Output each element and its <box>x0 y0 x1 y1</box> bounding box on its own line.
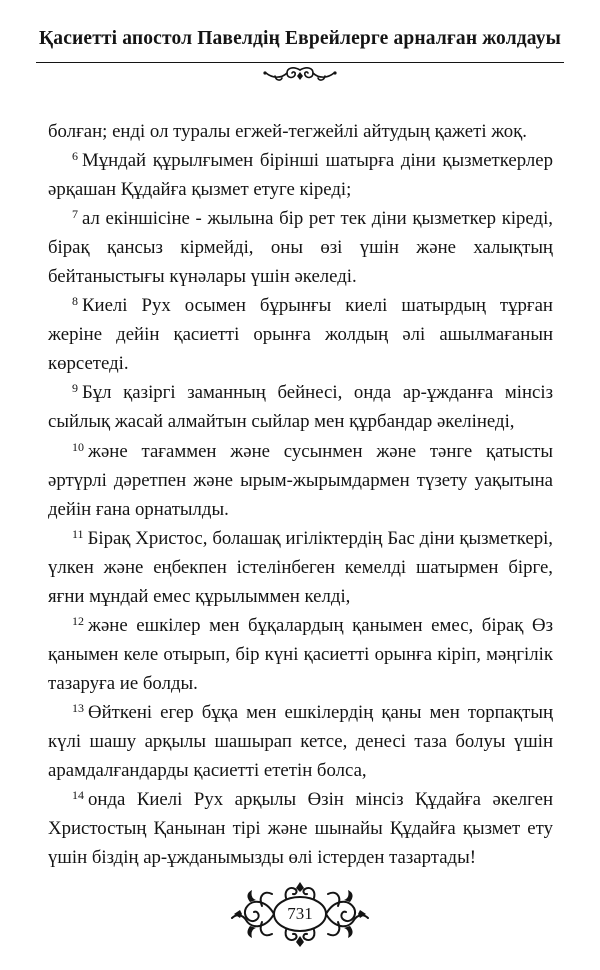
verse-number: 6 <box>72 149 78 164</box>
verse-text: ал екіншісіне - жылына бір рет тек діни қызметкер кіреді, бірақ қансыз кірмейді, оны өзі үшін және халықтың бейтаныстығы күнәлары үшін әкеледі. <box>48 208 553 288</box>
verse-text: болған; енді ол туралы егжей-тегжейлі айтудың қажеті жоқ. <box>48 121 527 142</box>
verse-text: Бірақ Христос, болашақ игіліктердің Бас діни қызметкері, үлкен және еңбекпен істелінбеген кемелді шатырмен бірге, яғни мұндай емес құрылыммен келді, <box>48 527 553 607</box>
verse-number: 12 <box>72 613 84 628</box>
verse-text: және ешкілер мен бұқалардың қанымен емес, бірақ Өз қанымен келе отырып, бір күні қасиетті орынға кіріп, мәңгілік тазаруға ие болды. <box>48 614 553 694</box>
verse-text: Киелі Рух осымен бұрынғы киелі шатырдың тұрған жеріне дейін қасиетті орынға жолдың әлі ашылмағанын көрсетеді. <box>48 295 553 375</box>
verse-6 <box>48 146 553 204</box>
verse-8 <box>48 291 553 378</box>
verse-text-block <box>48 117 553 872</box>
verse-number: 8 <box>72 294 78 309</box>
verse-number: 13 <box>72 700 84 715</box>
page-header: Қасиетті апостол Павелдің Еврейлерге арналған жолдауы <box>39 28 561 49</box>
verse-text: Бұл қазіргі заманның бейнесі, онда ар-ұжданға мінсіз сыйлық жасай алмайтын сыйлар мен құрбандар әкелінеді, <box>48 382 553 433</box>
verse-10 <box>48 437 553 524</box>
verse-9 <box>48 378 553 436</box>
verse-14 <box>48 785 553 872</box>
verse-number: 11 <box>72 526 84 541</box>
header-rule <box>36 62 564 63</box>
verse-number: 10 <box>72 439 84 454</box>
verse-number: 9 <box>72 381 78 396</box>
page-number: 731 <box>287 904 313 923</box>
verse-number: 14 <box>72 788 84 803</box>
verse-7 <box>48 204 553 291</box>
verse-text: және тағаммен және сусынмен және тәнге қатысты әртүрлі дәретпен және ырым-жырымдармен түзету уақытына дейін ғана орнатылды. <box>48 440 553 520</box>
ornament-divider-icon <box>260 64 340 86</box>
verse-number: 7 <box>72 207 78 222</box>
verse-text: Мұндай құрылғымен бірінші шатырға діни қызметкерлер әрқашан Құдайға қызмет етуге кіреді; <box>48 150 553 201</box>
verse-13 <box>48 698 553 785</box>
verse-continuation <box>48 117 553 146</box>
verse-12 <box>48 611 553 698</box>
verse-text: Өйткені егер бұқа мен ешкілердің қаны мен торпақтың күлі шашу арқылы шашырап кетсе, денесі таза болуы үшін арамдалғандарды қасиетті ететін болса, <box>48 701 553 782</box>
verse-11 <box>48 524 553 611</box>
verse-text: онда Киелі Рух арқылы Өзін мінсіз Құдайға әкелген Христостың Қанынан тірі және шынайы Құдайға қызмет ету үшін біздің ар-ұжданымызды өлі істерден тазартады! <box>48 789 553 869</box>
